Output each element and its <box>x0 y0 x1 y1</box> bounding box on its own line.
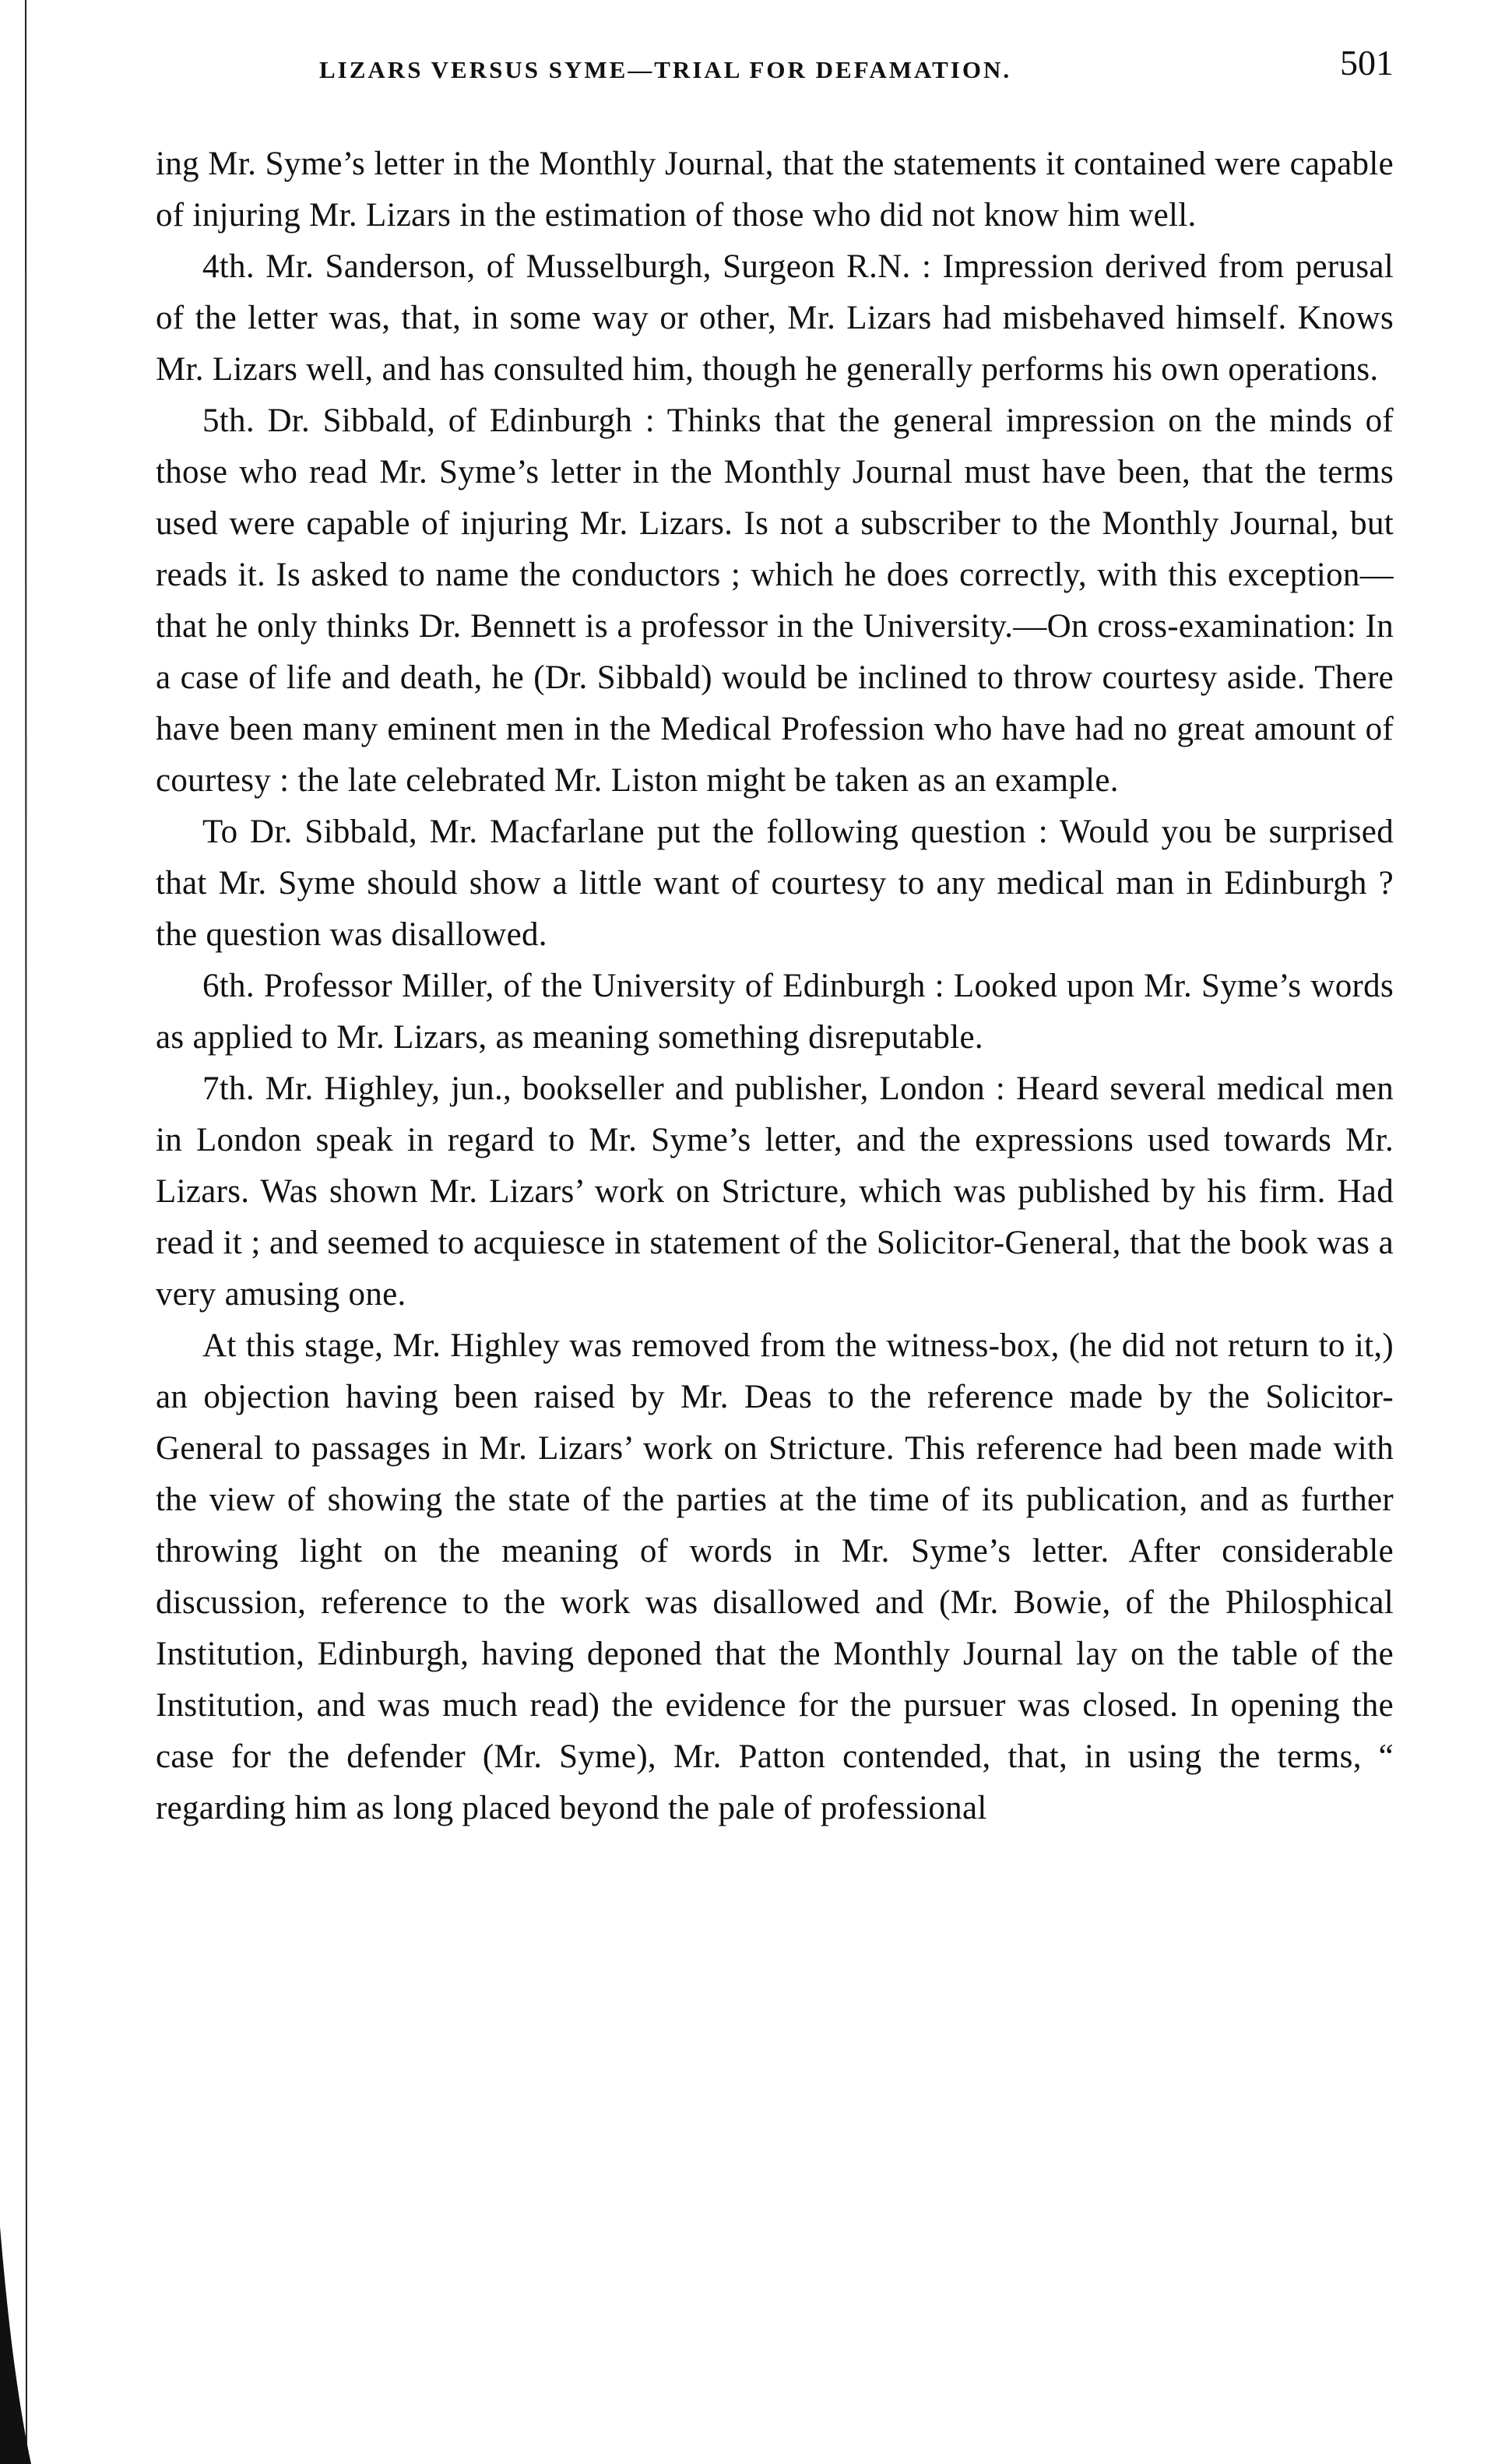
book-page <box>156 39 1394 1834</box>
paragraph-witness-5: 5th. Dr. Sibbald, of Edinburgh : Thinks that the general impression on the minds of those who read Mr. Syme’s letter in the Monthly Journal must have been, that the terms used were capable of injuring Mr. Lizars. Is not a subscriber to the Monthly Journal, but reads it. Is asked to name the conductors ; which he does correctly, with this exception—that he only thinks Dr. Bennett is a professor in the University.—On cross-examination: In a case of life and death, he (Dr. Sibbald) would be inclined to throw courtesy aside. There have been many eminent men in the Medical Profession who have had no great amount of courtesy : the late celebrated Mr. Liston might be taken as an example. <box>156 402 1394 799</box>
paragraph-witness-6: 6th. Professor Miller, of the University of Edinburgh : Looked upon Mr. Syme’s words as applied to Mr. Lizars, as meaning something disreputable. <box>156 968 1394 1056</box>
running-head-title: LIZARS VERSUS SYME—TRIAL FOR DEFAMATION. <box>319 56 1012 83</box>
binding-edge-decoration <box>0 0 31 2464</box>
paragraph-witness-7: 7th. Mr. Highley, jun., bookseller and publisher, London : Heard several medical men in London speak in regard to Mr. Syme’s letter, and the expressions used towards Mr. Lizars. Was shown Mr. Lizars’ work on Stricture, which was published by his firm. Had read it ; and seemed to acquiesce in statement of the Solicitor-General, that the book was a very amusing one. <box>156 1070 1394 1313</box>
paragraph-witness-4: 4th. Mr. Sanderson, of Musselburgh, Surgeon R.N. : Impression derived from perusal of the letter was, that, in some way or other, Mr. Lizars had misbehaved himself. Knows Mr. Lizars well, and has consulted him, though he generally performs his own operations. <box>156 248 1394 388</box>
body-text <box>156 139 1394 1834</box>
page-number: 501 <box>1340 43 1394 83</box>
paragraph-defence-opening: At this stage, Mr. Highley was removed from the witness-box, (he did not return to it,) an objection having been raised by Mr. Deas to the reference made by the Solicitor-General to passages in Mr. Lizars’ work on Stricture. This reference had been made with the view of showing the state of the parties at the time of its publication, and as further throwing light on the meaning of words in Mr. Syme’s letter. After considerable discussion, reference to the work was disallowed and (Mr. Bowie, of the Philosphical Institution, Edinburgh, having deponed that the Monthly Journal lay on the table of the Institution, and was much read) the evidence for the pursuer was closed. In opening the case for the defender (Mr. Syme), Mr. Patton contended, that, in using the terms, “ regarding him as long placed beyond the pale of professional <box>156 1327 1394 1826</box>
paragraph-question: To Dr. Sibbald, Mr. Macfarlane put the following question : Would you be surprised that Mr. Syme should show a little want of courtesy to any medical man in Edinburgh ? the question was disallowed. <box>156 814 1394 953</box>
paragraph-continuation: ing Mr. Syme’s letter in the Monthly Journal, that the statements it contained were capable of injuring Mr. Lizars in the estimation of those who did not know him well. <box>156 146 1394 234</box>
running-head <box>156 39 1394 93</box>
